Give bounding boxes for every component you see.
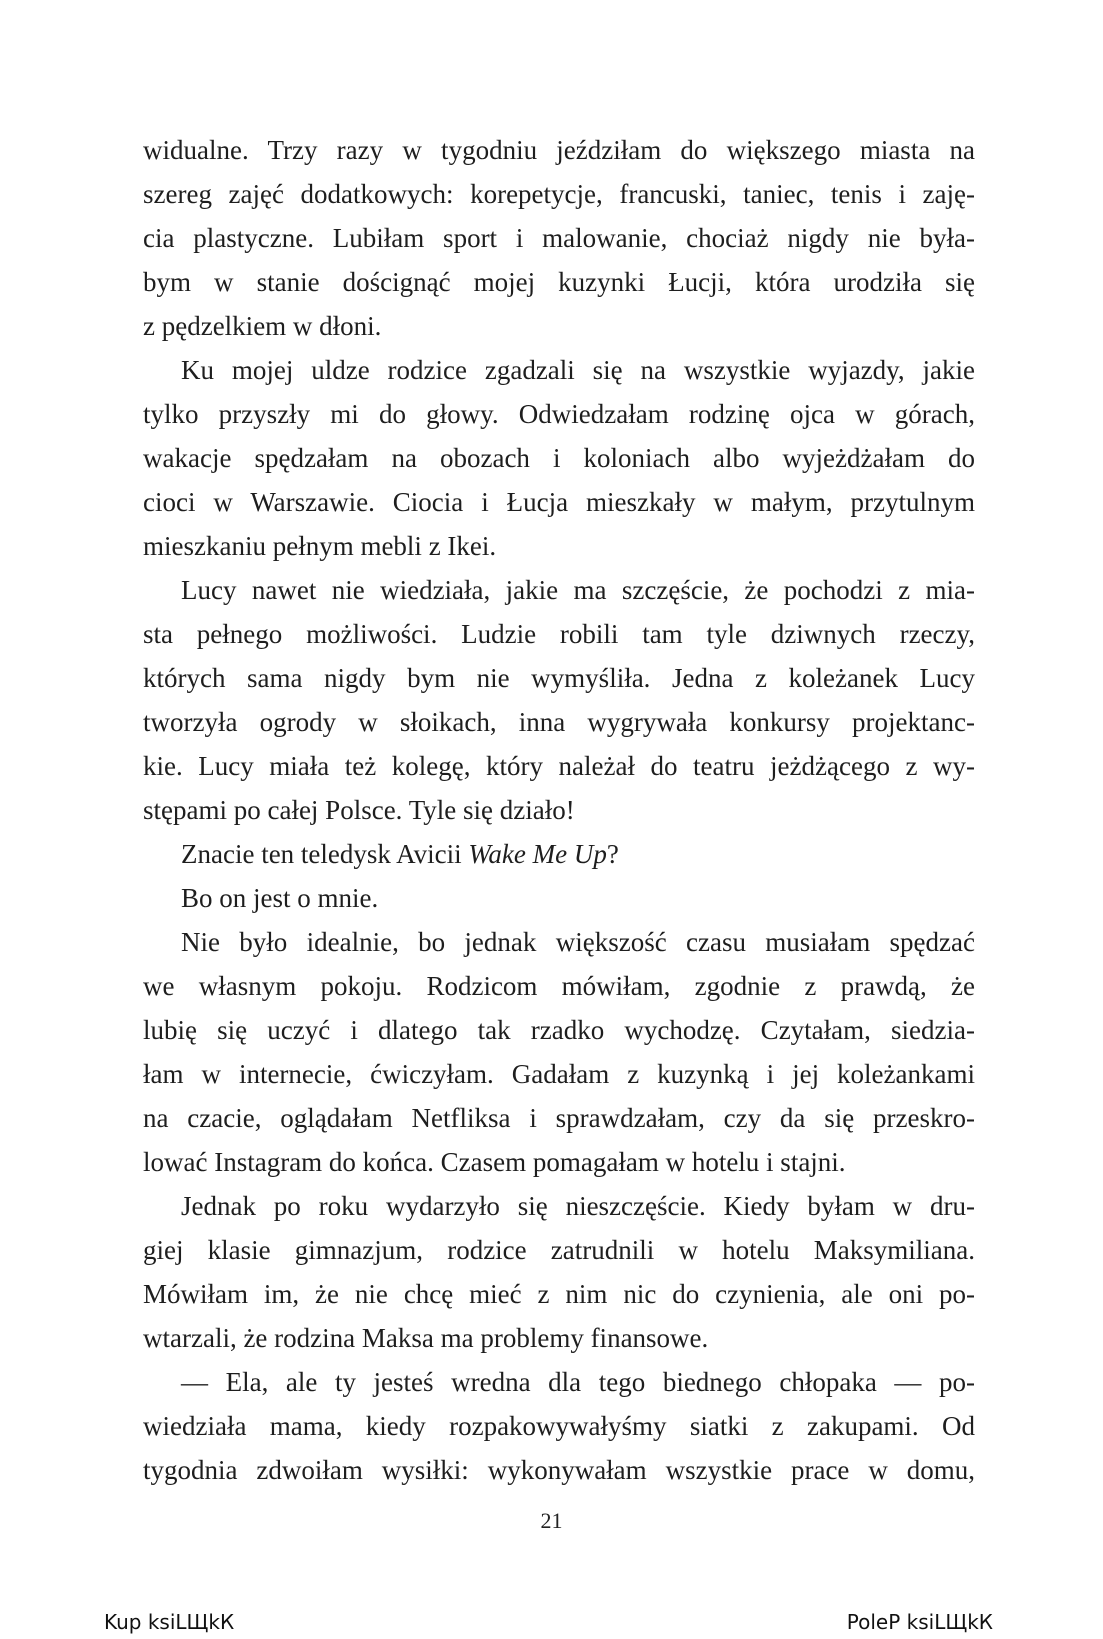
text-line: tygodnia zdwoiłam wysiłki: wykonywałam wszystkie prace w domu, bbox=[143, 1455, 975, 1485]
text-line: cioci w Warszawie. Ciocia i Łucja mieszkały w małym, przytulnym bbox=[143, 487, 975, 517]
body-text bbox=[143, 128, 975, 1492]
recommend-book-link[interactable]: PoleP ksiLЩkК bbox=[846, 1610, 993, 1634]
text-line bbox=[143, 832, 975, 876]
text-line: kie. Lucy miała też kolegę, który należał do teatru jeżdżącego z wy- bbox=[143, 751, 975, 781]
text-line: z pędzelkiem w dłoni. bbox=[143, 311, 382, 341]
text-line: stępami po całej Polsce. Tyle się działo! bbox=[143, 795, 575, 825]
text-line: łam w internecie, ćwiczyłam. Gadałam z kuzynką i jej koleżankami bbox=[143, 1059, 975, 1089]
text-line: giej klasie gimnazjum, rodzice zatrudnili w hotelu Maksymiliana. bbox=[143, 1235, 975, 1265]
text-line: — Ela, ale ty jesteś wredna dla tego biednego chłopaka — po- bbox=[181, 1367, 975, 1397]
page-number: 21 bbox=[540, 1508, 563, 1533]
text-line: lubię się uczyć i dlatego tak rzadko wychodzę. Czytałam, siedzia- bbox=[143, 1015, 975, 1045]
text-line: wiedziała mama, kiedy rozpakowywałyśmy siatki z zakupami. Od bbox=[143, 1411, 975, 1441]
text-line: szereg zajęć dodatkowych: korepetycje, francuski, taniec, tenis i zaję- bbox=[143, 179, 975, 209]
text-line: Nie było idealnie, bo jednak większość czasu musiałam spędzać bbox=[181, 927, 975, 957]
song-title: Wake Me Up bbox=[468, 839, 607, 869]
text-line: wtarzali, że rodzina Maksa ma problemy finansowe. bbox=[143, 1323, 709, 1353]
text-line: bym w stanie doścignąć mojej kuzynki Łucji, która urodziła się bbox=[143, 267, 975, 297]
text-fragment: Znacie ten teledysk Avicii bbox=[181, 839, 469, 869]
text-line: lować Instagram do końca. Czasem pomagałam w hotelu i stajni. bbox=[143, 1147, 846, 1177]
text-line: widualne. Trzy razy w tygodniu jeździłam do większego miasta na bbox=[143, 135, 975, 165]
text-line: mieszkaniu pełnym mebli z Ikei. bbox=[143, 531, 497, 561]
text-line: sta pełnego możliwości. Ludzie robili tam tyle dziwnych rzeczy, bbox=[143, 619, 975, 649]
text-line: których sama nigdy bym nie wymyśliła. Jedna z koleżanek Lucy bbox=[143, 663, 975, 693]
text-line: wakacje spędzałam na obozach i koloniach albo wyjeżdżałam do bbox=[143, 443, 975, 473]
text-line: tylko przyszły mi do głowy. Odwiedzałam rodzinę ojca w górach, bbox=[143, 399, 975, 429]
text-line: tworzyła ogrody w słoikach, inna wygrywała konkursy projektanc- bbox=[143, 707, 975, 737]
text-line: Jednak po roku wydarzyło się nieszczęście. Kiedy byłam w dru- bbox=[181, 1191, 975, 1221]
text-line: na czacie, oglądałam Netfliksa i sprawdzałam, czy da się przeskro- bbox=[143, 1103, 975, 1133]
text-line: cia plastyczne. Lubiłam sport i malowanie, chociaż nigdy nie była- bbox=[143, 223, 975, 253]
text-line: Lucy nawet nie wiedziała, jakie ma szczęście, że pochodzi z mia- bbox=[181, 575, 975, 605]
buy-book-link[interactable]: Kup ksiLЩkК bbox=[104, 1610, 235, 1634]
text-fragment: ? bbox=[606, 839, 619, 869]
text-line: we własnym pokoju. Rodzicom mówiłam, zgodnie z prawdą, że bbox=[143, 971, 975, 1001]
text-line: Bo on jest o mnie. bbox=[181, 883, 379, 913]
text-line: Ku mojej uldze rodzice zgadzali się na wszystkie wyjazdy, jakie bbox=[181, 355, 975, 385]
text-line: Mówiłam im, że nie chcę mieć z nim nic do czynienia, ale oni po- bbox=[143, 1279, 975, 1309]
